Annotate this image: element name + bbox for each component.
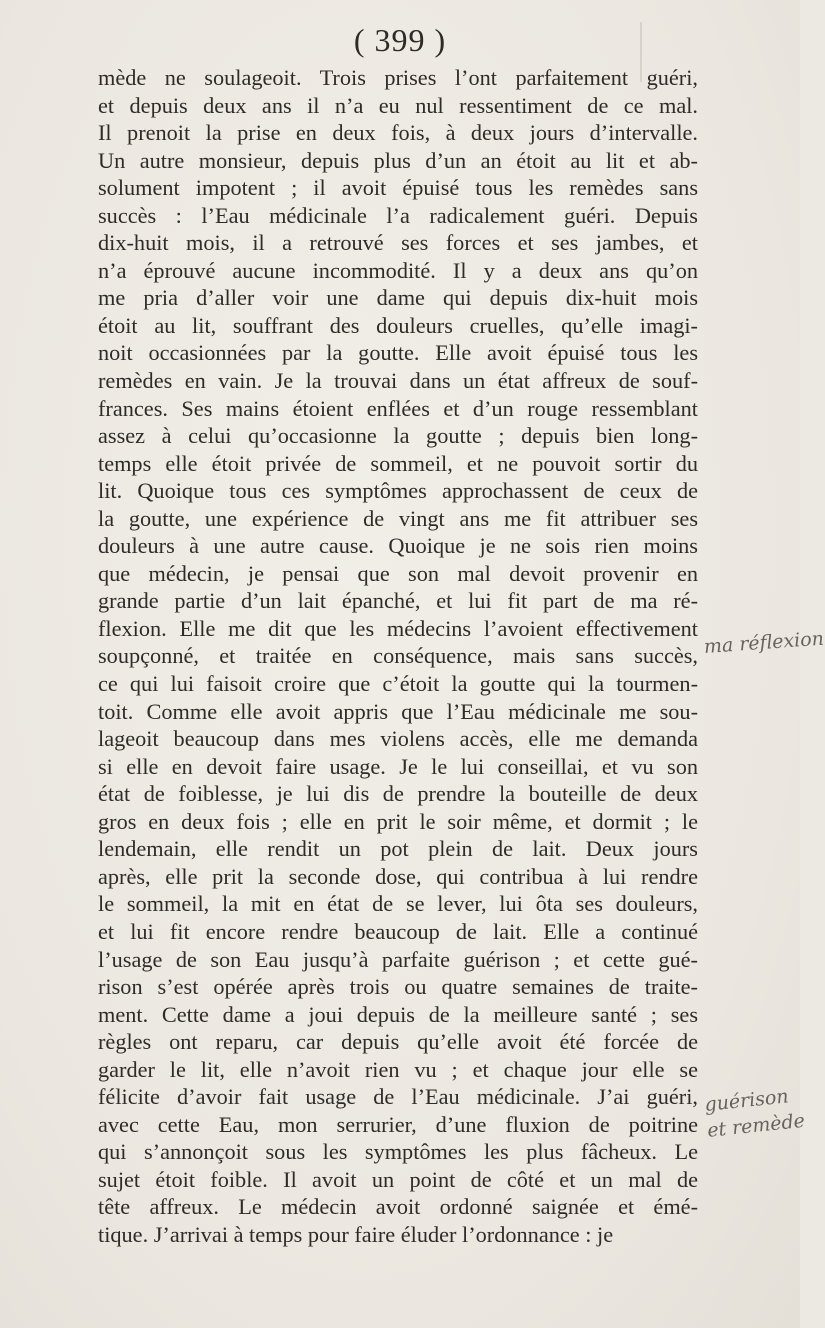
text-line: si elle en devoit faire usage. Je le lui conseillai, et vu son [98,753,698,779]
margin-note-reflexion: ma réflexion [703,627,825,658]
text-line: après, elle prit la seconde dose, qui contribua à lui rendre [98,863,698,889]
text-line: garder le lit, elle n’avoit rien vu ; et chaque jour elle se [98,1056,698,1082]
margin-note-guerison-line-1: guérison [703,1085,790,1117]
body-text [98,64,698,1249]
text-line: état de foiblesse, je lui dis de prendre la bouteille de deux [98,781,698,807]
text-line: et depuis deux ans il n’a eu nul ressentiment de ce mal. [98,92,698,118]
text-line: tique. J’arrivai à temps pour faire éluder l’ordonnance : je [98,1221,614,1247]
text-line: ment. Cette dame a joui depuis de la meilleure santé ; ses [98,1001,698,1027]
text-line: frances. Ses mains étoient enflées et d’un rouge ressemblant [98,395,698,421]
text-line: lit. Quoique tous ces symptômes approchassent de ceux de [98,478,698,504]
text-line: règles ont reparu, car depuis qu’elle avoit été forcée de [98,1029,698,1055]
text-line: noit occasionnées par la goutte. Elle avoit épuisé tous les [98,340,698,366]
text-line: remèdes en vain. Je la trouvai dans un état affreux de souf- [98,368,698,394]
text-line: lageoit beaucoup dans mes violens accès, elle me demanda [98,726,698,752]
margin-note-guerison-line-2: et remède [706,1109,806,1142]
margin-note-guerison [703,1082,806,1144]
text-line: douleurs à une autre cause. Quoique je ne sois rien moins [98,533,698,559]
page-number: ( 399 ) [353,22,447,58]
text-line: flexion. Elle me dit que les médecins l’avoient effectivement [98,615,698,641]
text-line: rison s’est opérée après trois ou quatre semaines de traite- [98,974,698,1000]
text-line: n’a éprouvé aucune incommodité. Il y a deux ans qu’on [98,257,698,283]
text-line: succès : l’Eau médicinale l’a radicalement guéri. Depuis [98,202,698,228]
text-line: Il prenoit la prise en deux fois, à deux jours d’intervalle. [98,120,698,146]
text-line: le sommeil, la mit en état de se lever, lui ôta ses douleurs, [98,891,698,917]
text-line: assez à celui qu’occasionne la goutte ; depuis bien long- [98,423,698,449]
text-line: qui s’annonçoit sous les symptômes les plus fâcheux. Le [98,1139,698,1165]
text-line: solument impotent ; il avoit épuisé tous les remèdes sans [98,175,698,201]
text-line: temps elle étoit privée de sommeil, et ne pouvoit sortir du [98,450,698,476]
text-line: la goutte, une expérience de vingt ans me fit attribuer ses [98,505,698,531]
text-line: gros en deux fois ; elle en prit le soir même, et dormit ; le [98,808,698,834]
text-line: Un autre monsieur, depuis plus d’un an étoit au lit et ab- [98,147,698,173]
text-line: sujet étoit foible. Il avoit un point de côté et un mal de [98,1166,698,1192]
text-line: grande partie d’un lait épanché, et lui fit part de ma ré- [98,588,698,614]
text-line: tête affreux. Le médecin avoit ordonné saignée et émé- [98,1194,698,1220]
text-line: dix-huit mois, il a retrouvé ses forces et ses jambes, et [98,230,698,256]
text-line: mède ne soulageoit. Trois prises l’ont parfaitement guéri, [98,65,698,90]
text-line: toit. Comme elle avoit appris que l’Eau médicinale me sou- [98,698,698,724]
text-line: que médecin, je pensai que son mal devoit provenir en [98,560,698,586]
text-line: félicite d’avoir fait usage de l’Eau médicinale. J’ai guéri, [98,1084,698,1110]
text-line: lendemain, elle rendit un pot plein de lait. Deux jours [98,836,698,862]
text-line: avec cette Eau, mon serrurier, d’une fluxion de poitrine [98,1111,698,1137]
text-line: me pria d’aller voir une dame qui depuis dix-huit mois [98,285,698,311]
text-line: et lui fit encore rendre beaucoup de lait. Elle a continué [98,918,698,944]
text-line: soupçonné, et traitée en conséquence, mais sans succès, [98,643,698,669]
text-line: étoit au lit, souffrant des douleurs cruelles, qu’elle imagi- [98,312,698,338]
text-line: ce qui lui faisoit croire que c’étoit la goutte qui la tourmen- [98,671,698,697]
text-line: l’usage de son Eau jusqu’à parfaite guérison ; et cette gué- [98,946,698,972]
